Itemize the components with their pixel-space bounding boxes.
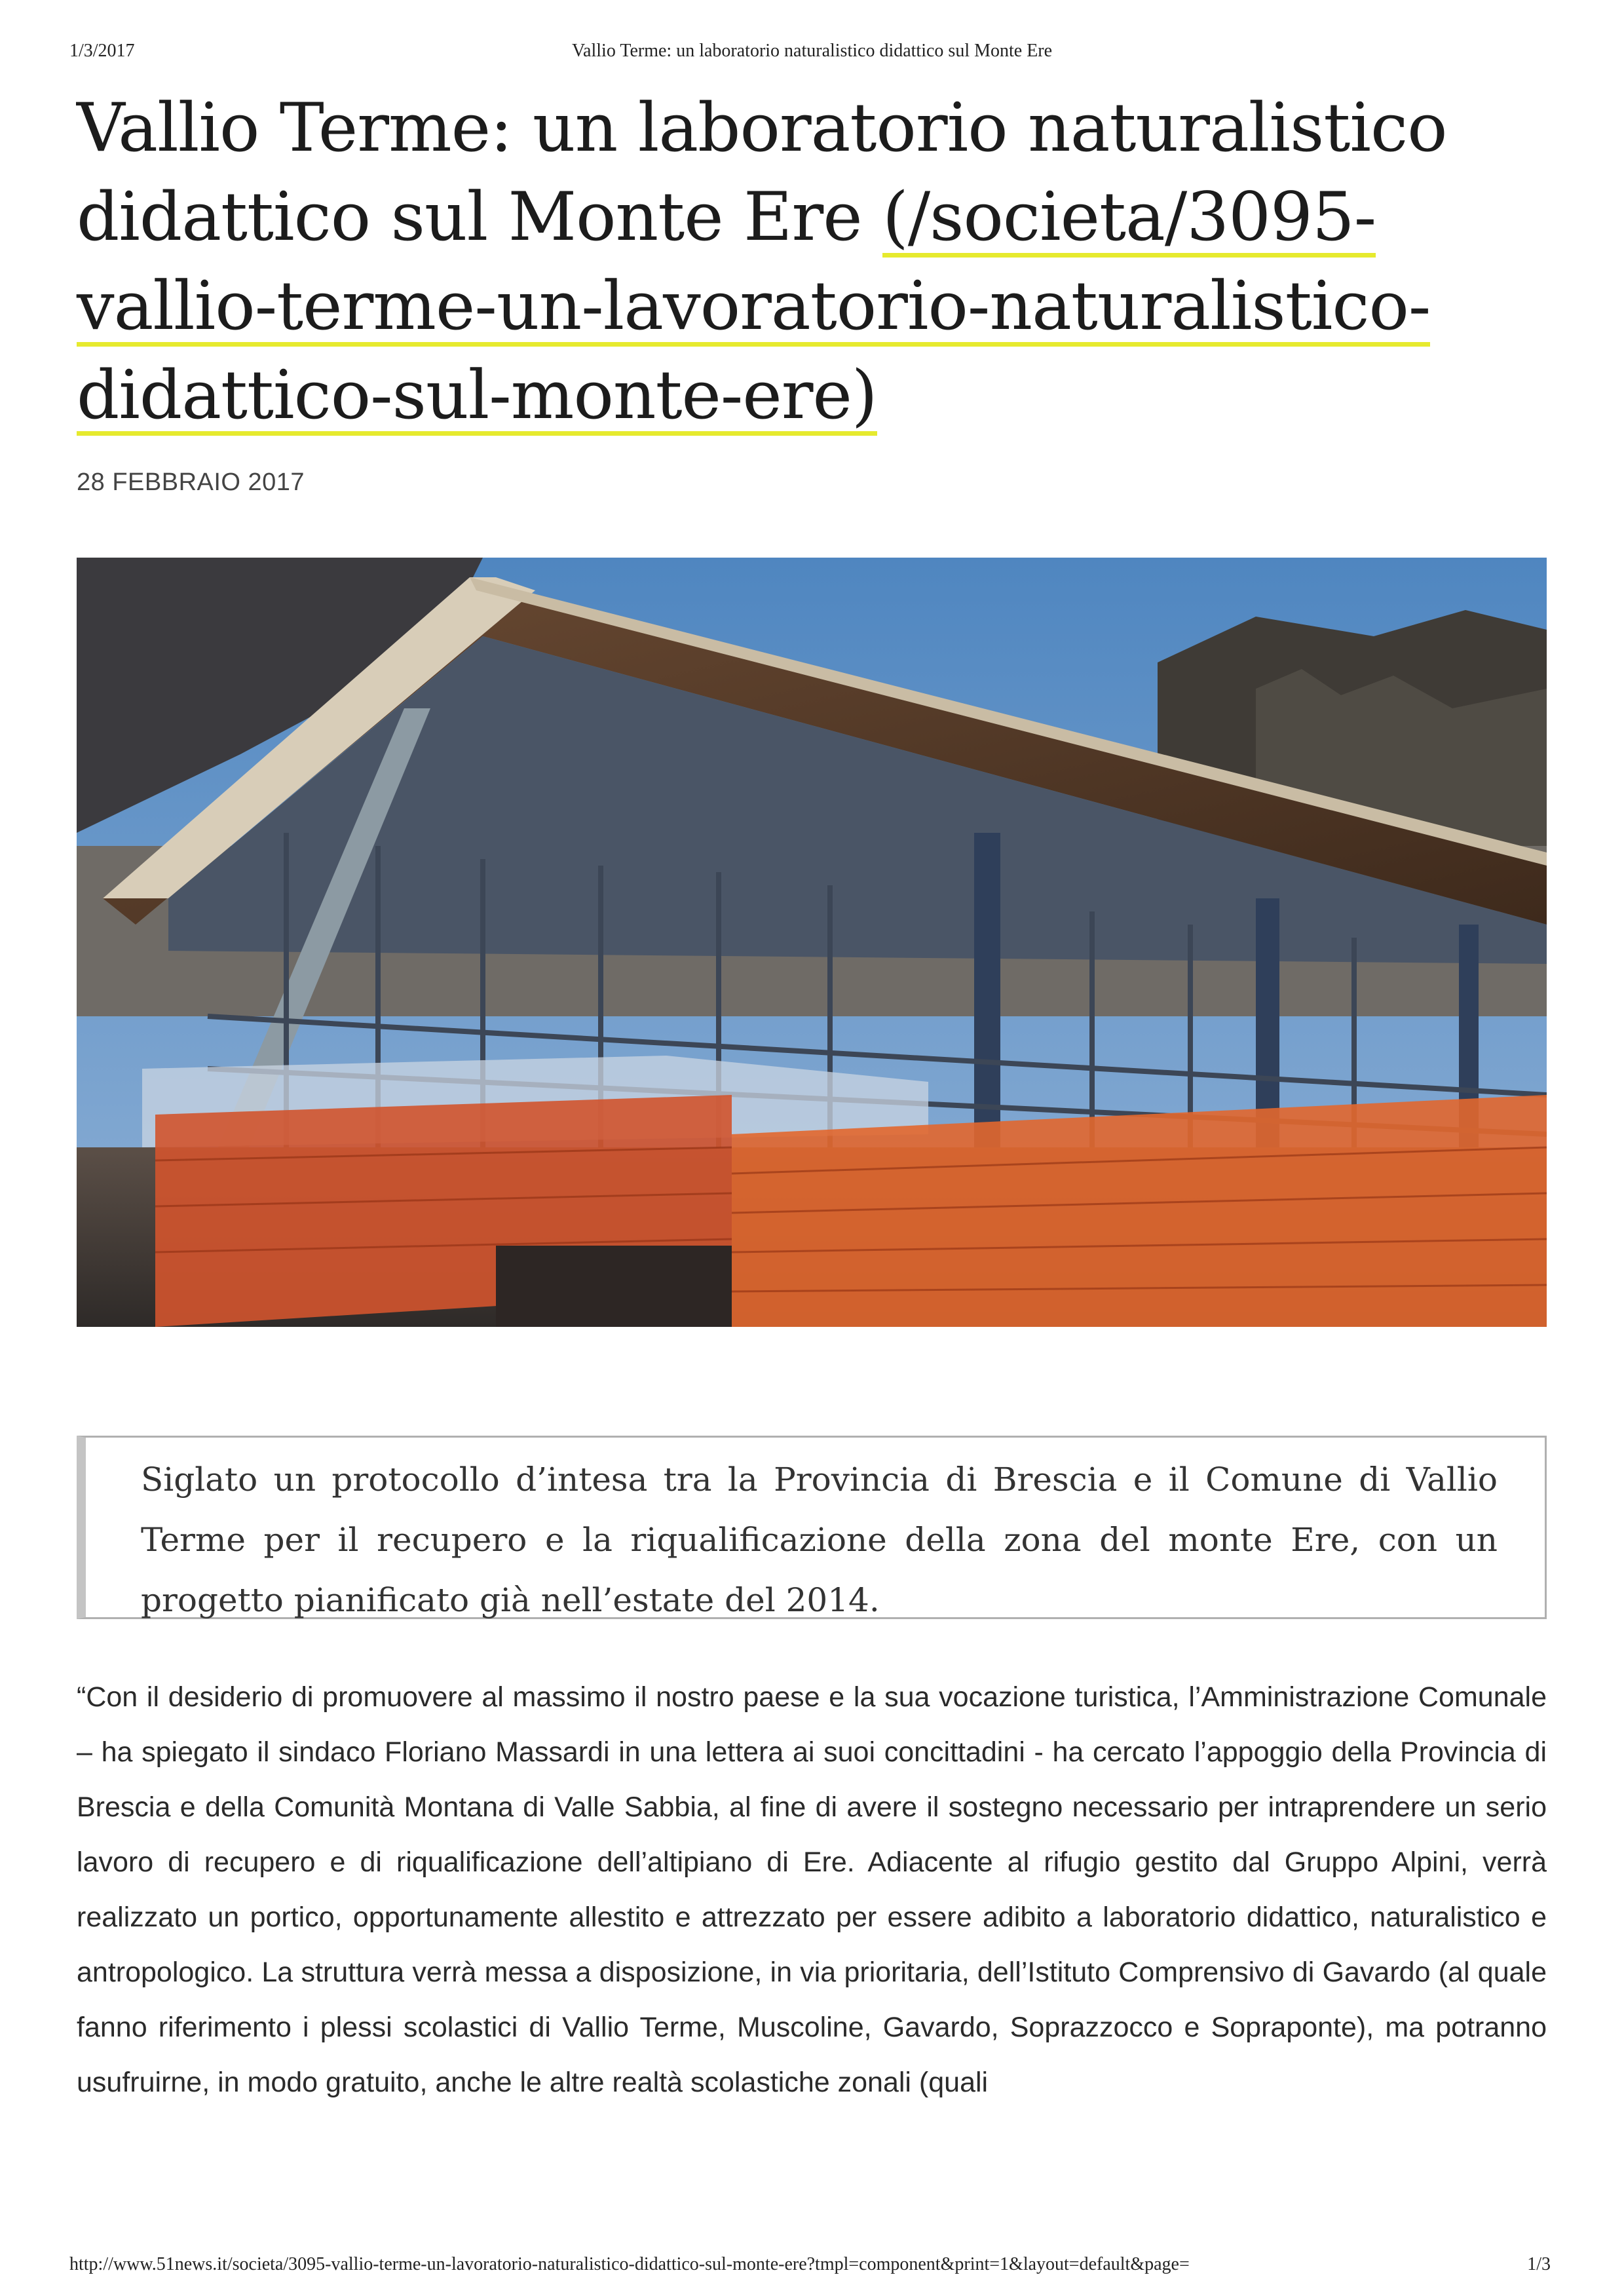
lead-paragraph: Siglato un protocollo d’intesa tra la Provincia di Brescia e il Comune di Vallio Terme per il recupero e la riqualificazione della zona del monte Ere, con un progetto pianificato già nell’estate del 2014. xyxy=(77,1436,1547,1619)
article-title-text: Vallio Terme: un laboratorio naturalistico didattico sul Monte Ere xyxy=(77,89,1447,256)
hero-photo xyxy=(77,558,1547,1327)
page-number: 1/3 xyxy=(1527,2254,1551,2274)
print-url: http://www.51news.it/societa/3095-vallio-terme-un-lavoratorio-naturalistico-didattico-sul-monte-ere?tmpl=component&print=1&layout=default&page= xyxy=(69,2254,1190,2274)
article-body: “Con il desiderio di promuovere al massimo il nostro paese e la sua vocazione turistica, l’Amministrazione Comunale – ha spiegato il sindaco Floriano Massardi in una lettera ai suoi concittadini - ha cercato l’appoggio della Provincia di Brescia e della Comunità Montana di Valle Sabbia, al fine di avere il sostegno necessario per intraprendere un serio lavoro di recupero e di riqualificazione dell’altipiano di Ere. Adiacente al rifugio gestito dal Gruppo Alpini, verrà realizzato un portico, opportunamente allestito e attrezzato per essere adibito a laboratorio didattico, naturalistico e antropologico. La struttura verrà messa a disposizione, in via prioritaria, dell’Istituto Comprensivo di Gavardo (al quale fanno riferimento i plessi scolastici di Vallio Terme, Muscoline, Gavardo, Soprazzocco e Sopraponte), ma potranno usufruirne, in modo gratuito, anche le altre realtà scolastiche zonali (quali xyxy=(77,1681,1547,2098)
construction-site-photo xyxy=(77,558,1547,1327)
print-date: 1/3/2017 xyxy=(69,41,135,61)
article-title xyxy=(77,84,1544,440)
print-footer xyxy=(0,2254,1624,2280)
article-title-link[interactable]: (/societa/3095-vallio-terme-un-lavoratorio-naturalistico-didattico-sul-monte-ere) xyxy=(77,178,1430,437)
print-doc-title: Vallio Terme: un laboratorio naturalistico didattico sul Monte Ere xyxy=(571,41,1053,61)
print-header xyxy=(0,41,1624,67)
publication-date: 28 FEBBRAIO 2017 xyxy=(77,469,305,496)
